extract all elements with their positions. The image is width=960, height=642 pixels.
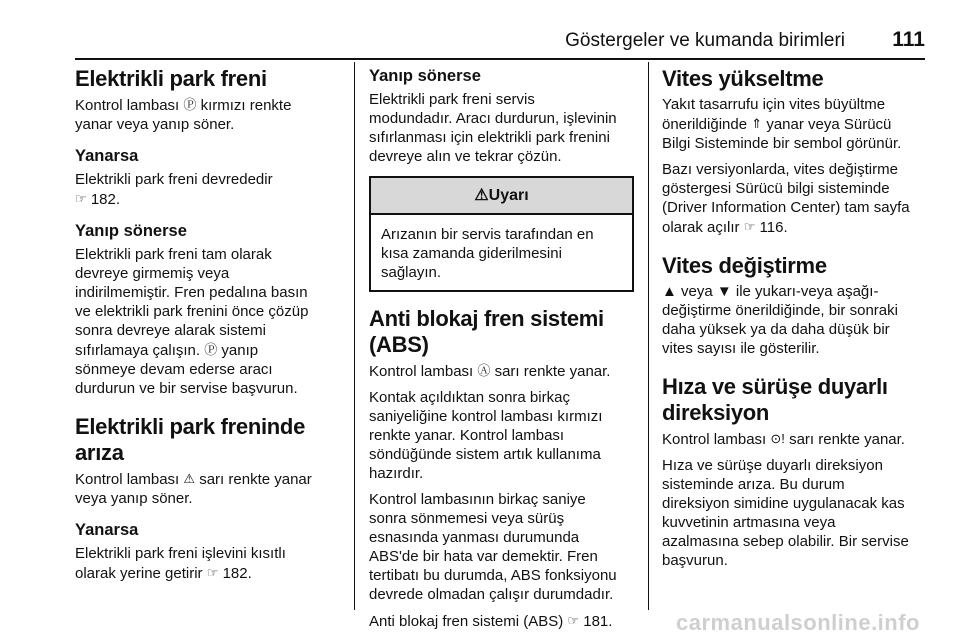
page-reference-icon: ☞ [567,613,580,628]
upshift-icon: ⇑ [751,116,763,131]
page-reference[interactable]: 116. [759,219,788,236]
text: Kontrol lambası [75,471,180,488]
warning-box [369,176,634,292]
warning-text: Arızanın bir servis tarafından en kısa zamanda giderilmesini sağlayın. [381,226,594,281]
text: Elektrikli park freni işlevini kısıtlı olarak yerine getirir [75,545,286,582]
text: Elektrikli park freni devrededir [75,171,273,188]
paragraph [662,95,927,153]
page-reference[interactable]: 182. [222,565,252,582]
paragraph [662,429,927,449]
paragraph [75,170,345,209]
text: Kontrol lambası [369,363,474,380]
section-title-upshift: Vites yükseltme [662,66,824,91]
paragraph: ▲ veya ▼ ile yukarı-veya aşağı- değiştirme önerildiğinde, bir sonraki daha yüksek ya da daha düşük bir vites sayısı ile gösterilir. [662,283,898,357]
section-title-electric-parking-brake: Elektrikli park freni [75,66,267,91]
text: Yakıt tasarrufu için vites büyültme önerildiğinde [662,96,886,133]
paragraph [75,469,345,508]
text: Bazı versiyonlarda, vites değiştirme göstergesi Sürücü bilgi sisteminde (Driver Information Center) tam sayfa olarak açılır [662,161,910,236]
paragraph [662,160,927,237]
steering-warning-icon: ⊙! [770,431,785,446]
subheading-if-flashing: Yanıp sönerse [75,222,187,240]
column-3 [662,66,927,577]
section-title-parking-brake-fault: Elektrikli park freninde arıza [75,414,305,465]
column-divider [648,62,649,610]
section-title-abs: Anti blokaj fren sistemi (ABS) [369,306,604,357]
paragraph: Kontrol lambasının birkaç saniye sonra sönmemesi veya sürüş esnasında yanması durumunda ABS'de bir hata var demektir. Fren tertibatı bu durumda, ABS fonksiyonu devrede olmadan çalışır durumdadır. [369,491,617,603]
text: sarı renkte yanar veya yanıp söner. [75,471,312,507]
brake-fault-icon: ⚠ [183,471,196,486]
paragraph [75,544,345,583]
column-1 [75,66,345,590]
paragraph: Hıza ve sürüşe duyarlı direksiyon sisteminde arıza. Bu durum direksiyon simidine uygulanacak kas kuvvetinin artmasına veya azalmasına sebep olabilir. Bir servise başvurun. [662,457,909,569]
watermark: carmanualsonline.info [676,610,920,635]
paragraph [75,245,345,398]
text: Anti blokaj fren sistemi (ABS) [369,613,564,630]
page-reference[interactable]: 181. [583,613,613,630]
page-reference[interactable]: 182. [90,191,121,208]
parking-brake-icon: Ⓟ [183,97,197,112]
warning-title: Uyarı [488,187,529,204]
page-reference-icon: ☞ [743,219,756,234]
section-title-speed-sensitive-steering: Hıza ve sürüşe duyarlı direksiyon [662,374,888,425]
text: sarı renkte yanar. [494,363,611,380]
text: sarı renkte yanar. [789,431,905,448]
text: yanıp sönmeye devam ederse aracı durdurun ve bir servise başvurun. [75,342,298,397]
column-divider [354,62,355,610]
paragraph [369,611,634,631]
subheading-if-lit: Yanarsa [75,147,139,165]
paragraph: Kontak açıldıktan sonra birkaç saniyeliğine kontrol lambası kırmızı renkte yanar. Kontrol lambası söndüğünde sistem artık kullanıma hazırdır. [369,389,603,482]
page-header [75,26,925,60]
text: Kontrol lambası [75,97,180,114]
text: kırmızı renkte yanar veya yanıp söner. [75,97,292,133]
text: Kontrol lambası [662,431,767,448]
text: Elektrikli park freni tam olarak devreye girmemiş veya indirilmemiştir. Fren pedalına basın ve elektrikli park frenini önce çözüp sonra devreye alarak sistemi sıfırlamaya çalışın. [75,246,309,359]
paragraph [369,361,634,381]
warning-icon: ⚠ [474,187,489,204]
abs-icon: Ⓐ [477,363,491,378]
text: yanar veya Sürücü Bilgi Sisteminde bir sembol görünür. [662,116,902,152]
subheading-if-lit: Yanarsa [75,521,139,539]
page-reference-icon: ☞ [206,565,219,580]
paragraph [75,95,345,134]
column-2 [369,66,634,638]
warning-header [371,178,632,215]
header-title: Göstergeler ve kumanda birimleri [565,30,845,51]
parking-brake-icon: Ⓟ [204,342,218,357]
page-reference-icon: ☞ [75,191,87,206]
section-title-gear-change: Vites değiştirme [662,253,827,278]
page-number: 111 [892,28,925,51]
paragraph: Elektrikli park freni servis modundadır. Aracı durdurun, işlevinin sıfırlanması için elektrikli park frenini devreye alın ve tekrar çözün. [369,91,617,165]
subheading-if-flashing: Yanıp sönerse [369,67,481,85]
